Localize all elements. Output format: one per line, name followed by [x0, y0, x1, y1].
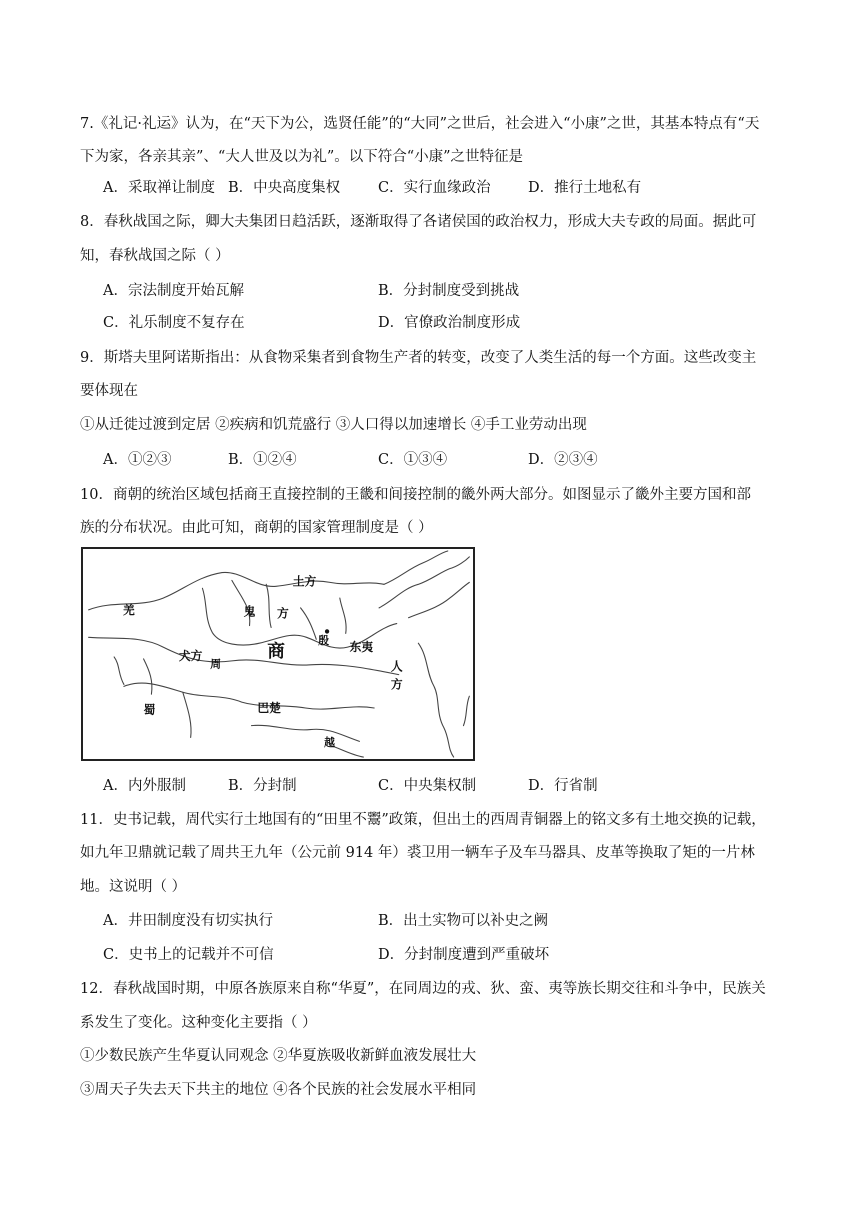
q10-option-c: C．中央集权制 [378, 778, 477, 794]
q8-stem-line2: 知，春秋战国之际（ ） [80, 248, 230, 264]
map-label-bachu: 巴楚 [257, 700, 281, 715]
q12-stem-line2: 系发生了变化。这种变化主要指（ ） [80, 1015, 317, 1031]
q9-option-a: A．①②③ [103, 452, 172, 468]
shang-dynasty-map [81, 547, 475, 761]
q12-stem-line1: 12．春秋战国时期，中原各族原来自称“华夏”，在同周边的戎、狄、蛮、夷等族长期交往和斗争中，民族关 [80, 981, 766, 997]
q11-option-d: D．分封制度遭到严重破坏 [378, 947, 550, 963]
map-label-yue: 越 [324, 736, 335, 750]
q8-option-b: B．分封制度受到挑战 [378, 283, 520, 299]
q11-option-c: C．史书上的记载并不可信 [103, 947, 274, 963]
yin-capital-dot [325, 629, 329, 633]
q8-option-c: C．礼乐制度不复存在 [103, 315, 245, 331]
q7-stem-line1: 7.《礼记·礼运》认为，在“天下为公，选贤任能”的“大同”之世后，社会进入“小康”之世，其基本特点有“天 [80, 116, 760, 132]
map-label-ren: 人 [390, 659, 403, 674]
q11-stem-line3: 地。这说明（ ） [80, 879, 187, 895]
q7-option-a: A．采取禅让制度 [103, 180, 215, 196]
map-label-quanfang: 犬方 [178, 648, 203, 663]
q7-option-b: B．中央高度集权 [228, 180, 341, 196]
q10-stem-line2: 族的分布状况。由此可知，商朝的国家管理制度是（ ） [80, 520, 433, 536]
q10-stem-line1: 10．商朝的统治区域包括商王直接控制的王畿和间接控制的畿外两大部分。如图显示了畿外主要方国和部 [80, 487, 751, 503]
q12-statements-line2: ③周天子失去天下共主的地位 ④各个民族的社会发展水平相同 [80, 1082, 477, 1098]
q7-option-c: C．实行血缘政治 [378, 180, 491, 196]
q11-stem-line2: 如九年卫鼎就记载了周共王九年（公元前 914 年）裘卫用一辆车子及车马器具、皮革等换取了矩的一片林 [80, 845, 755, 861]
map-label-shu: 蜀 [143, 702, 156, 717]
q9-option-b: B．①②④ [228, 452, 297, 468]
map-label-fang: 方 [277, 606, 289, 621]
q12-statements-line1: ①少数民族产生华夏认同观念 ②华夏族吸收新鲜血液发展壮大 [80, 1048, 477, 1064]
map-label-shang: 商 [267, 641, 285, 662]
map-label-qiang: 羌 [122, 602, 135, 617]
q11-stem-line1: 11．史书记载，周代实行土地国有的“田里不鬻”政策，但出土的西周青铜器上的铭文多有土地交换的记载， [80, 812, 766, 828]
q9-option-d: D．②③④ [528, 452, 598, 468]
map-label-yin: 殷 [318, 634, 330, 648]
q8-option-d: D．官僚政治制度形成 [378, 315, 521, 331]
q7-option-d: D．推行土地私有 [528, 180, 642, 196]
q11-option-b: B．出土实物可以补史之阙 [378, 913, 549, 929]
q10-option-b: B．分封制 [228, 778, 297, 794]
map-label-zhou: 周 [210, 657, 222, 671]
q10-option-d: D．行省制 [528, 778, 598, 794]
q9-option-c: C．①③④ [378, 452, 448, 468]
q8-option-a: A．宗法制度开始瓦解 [103, 283, 244, 299]
map-label-dongyi: 东夷 [349, 640, 374, 655]
q11-option-a: A．井田制度没有切实执行 [103, 913, 273, 929]
map-label-gui: 鬼 [243, 604, 256, 619]
map-label-renfang: 方 [390, 677, 403, 692]
map-label-tufang: 土方 [292, 574, 317, 589]
q8-stem-line1: 8．春秋战国之际，卿大夫集团日趋活跃，逐渐取得了各诸侯国的政治权力，形成大夫专政的局面。据此可 [80, 214, 757, 230]
q9-statements: ①从迁徙过渡到定居 ②疾病和饥荒盛行 ③人口得以加速增长 ④手工业劳动出现 [80, 417, 587, 433]
q10-option-a: A．内外服制 [103, 778, 186, 794]
q9-stem-line1: 9．斯塔夫里阿诺斯指出：从食物采集者到食物生产者的转变，改变了人类生活的每一个方面。这些改变主 [80, 350, 757, 366]
q7-stem-line2: 下为家，各亲其亲”、“大人世及以为礼”。以下符合“小康”之世特征是 [80, 149, 524, 165]
q9-stem-line2: 要体现在 [80, 383, 138, 399]
